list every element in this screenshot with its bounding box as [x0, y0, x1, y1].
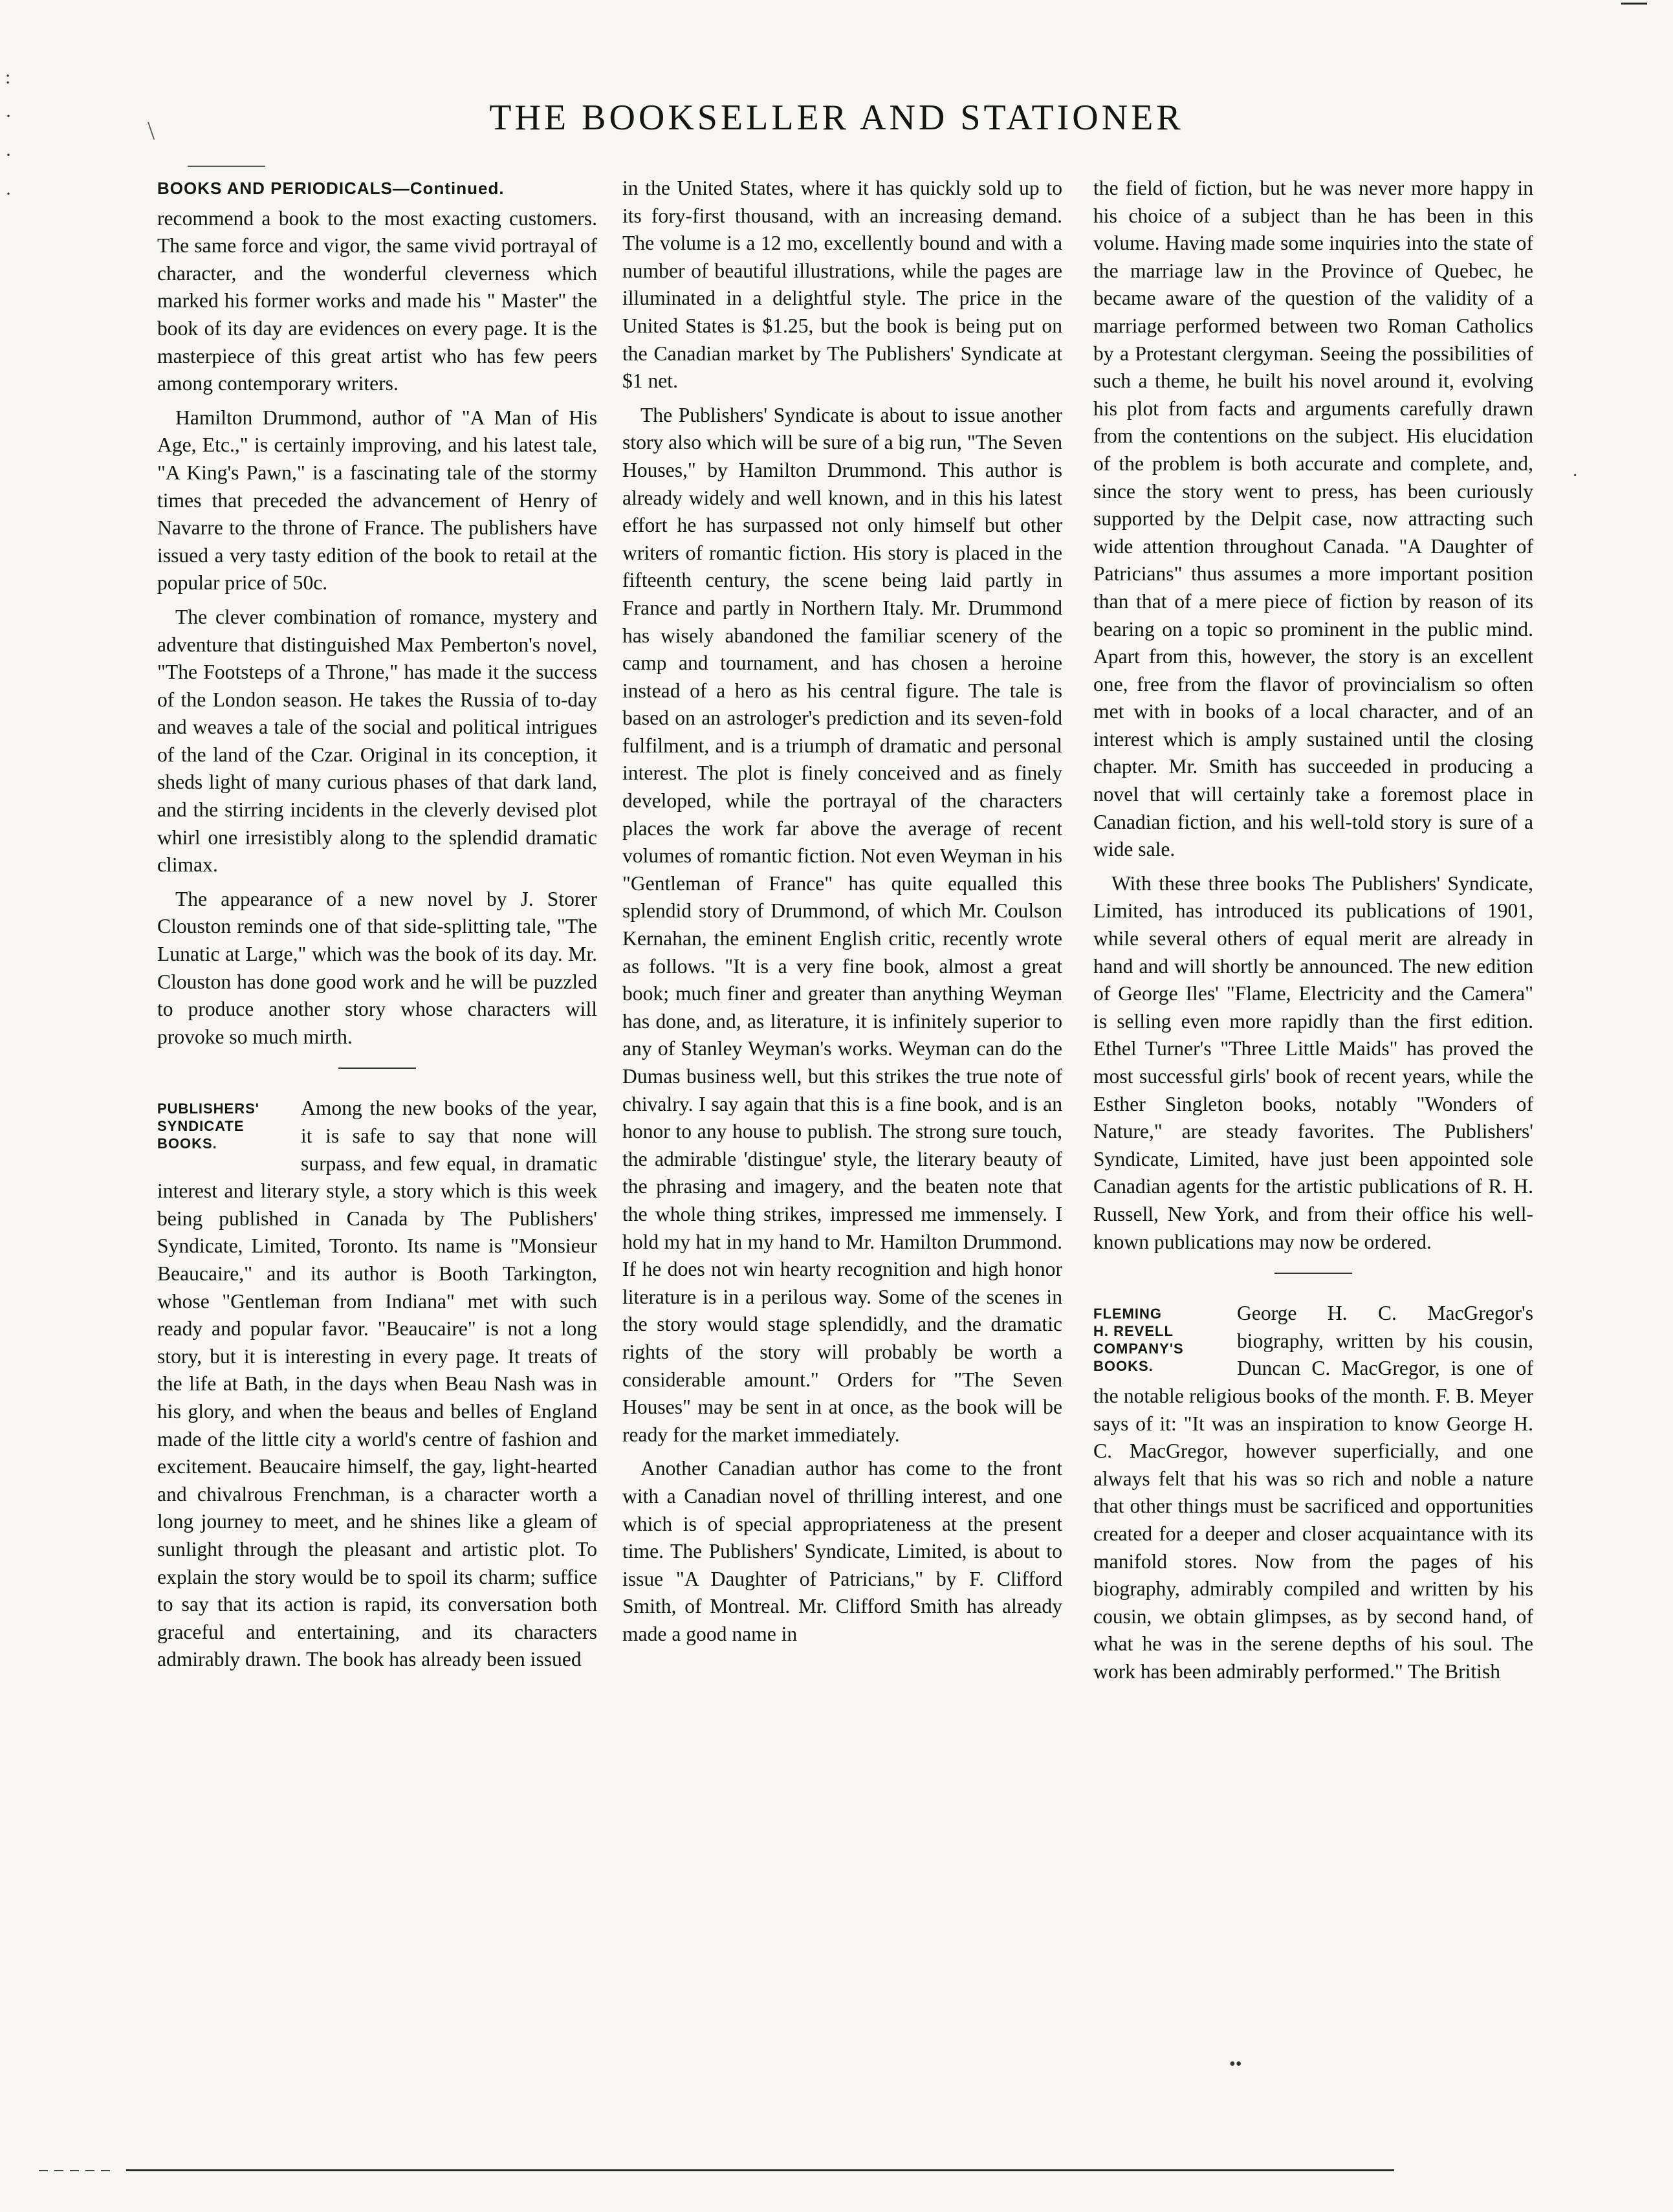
bottom-dashed-rule	[39, 2170, 116, 2171]
paragraph: the field of fiction, but he was never more happy in his choice of a subject than he has been in this volume. Having made some inquiries into the state of the marriage law in the Province of Quebec, he became aware of the question of the validity of a marriage performed between two Roman Catholics by a Protestant clergyman. Seeing the possibilities of such a theme, he built his novel around it, evolving his plot from facts and arguments carefully drawn from the contentions on the subject. His elucidation of the problem is both accurate and complete, and, since the story went to press, has been curiously supported by the Delpit case, now attracting such wide attention throughout Canada. "A Daughter of Patricians" thus assumes a more important position than that of a mere piece of fiction by reason of its bearing on a topic so prominent in the public mind. Apart from this, however, the story is an excellent one, free from the flavor of provincialism so often met with in books of a local character, and of an interest which is amply sustained until the closing chapter. Mr. Smith has succeeded in producing a novel that will certainly take a foremost place in Canadian fiction, and his well-told story is sure of a wide sale.	[1093, 177, 1533, 861]
paragraph: With these three books The Publishers' Syndicate, Limited, has introduced its publications of 1901, while several others of equal merit are already in hand and will shortly be announced. The new edition of George Iles' "Flame, Electricity and the Camera" is selling even more rapidly than the first edition. Ethel Turner's "Three Little Maids" has proved the most successful girls' book of recent years, while the Esther Singleton books, notably "Wonders of Nature," are steady favorites. The Publishers' Syndicate, Limited, have just been appointed sole Canadian agents for the artistic publications of R. H. Russell, New York, and from their office his well-known publications may now be ordered.	[1093, 871, 1533, 1253]
page-end-mark: ••	[1229, 2054, 1242, 2074]
column-2	[622, 175, 1062, 1654]
paragraph: The clever combination of romance, mystery and adventure that distinguished Max Pemberton's novel, "The Footsteps of a Throne," has made it the success of the London season. He takes the Russia of to-day and weaves a tale of the social and political intrigues of the land of the Czar. Original in its conception, it sheds light of many curious phases of that dark land, and the stirring incidents in the cleverly devised plot whirl one irresistibly along to the splendid dramatic climax.	[157, 605, 597, 877]
paragraph: The appearance of a new novel by J. Storer Clouston reminds one of that side-splitting tale, "The Lunatic at Large," which was the book of its day. Mr. Clouston has done good work and he will be puzzled to produce another story whose characters will provoke so much mirth.	[157, 887, 597, 1048]
paragraph: recommend a book to the most exacting customers. The same force and vigor, the same vivid portrayal of character, and the wonderful cleverness which marked his former works and made his " Master" the book of its day are evidences on every page. It is the masterpiece of this great artist who has few peers among contemporary writers.	[157, 206, 597, 395]
column-3	[1093, 175, 1533, 1692]
section-divider	[338, 1068, 416, 1069]
masthead-title: THE BOOKSELLER AND STATIONER	[489, 98, 1184, 138]
paragraph: Another Canadian author has come to the front with a Canadian novel of thrilling interest, and one which is of special appropriateness at the present time. The Publishers' Syndicate, Limited, is about to issue "A Daughter of Patricians," by F. Clifford Smith, of Montreal. Mr. Clifford Smith has already made a good name in	[622, 1457, 1062, 1645]
paragraph: George H. C. MacGregor's biography, written by his cousin, Duncan C. MacGregor, is one of the notable religious books of the month. F. B. Meyer says of it: "It was an inspiration to know George H. C. MacGregor, however superficially, and one always felt that his was so rich and noble a nature that other things must be sacrificed and opportunities created for a deeper and closer acquaintance with its manifold stores. Now from the pages of his biography, admirably compiled and written by his cousin, we obtain glimpses, as by second hand, of what he was in the serene depths of his soul. The work has been admirably performed." The British	[1093, 1302, 1533, 1683]
paragraph: Among the new books of the year, it is safe to say that none will surpass, and few equal, in dramatic interest and literary style, a story which is this week being published in Canada by The Publishers' Syndicate, Limited, Toronto. Its name is "Monsieur Beaucaire," and its author is Booth Tarkington, whose "Gentleman from Indiana" met with such ready and popular favor. "Beaucaire" is not a long story, but it is interesting in every page. It treats of the life at Bath, in the days when Beau Nash was in his glory, and when the beaus and belles of England made of the little city a world's centre of fashion and excitement. Beaucaire himself, the gay, light-hearted and chivalrous Frenchman, is a character worth a long journey to meet, and he shines like a gleam of sunlight through the pleasant and artistic plot. To explain the story would be to spoil its charm; suffice to say that its action is rapid, its conversation both graceful and entertaining, and its characters admirably drawn. The book has already been issued	[157, 1097, 597, 1671]
bottom-rule	[126, 2169, 1394, 2171]
margin-speck: ·	[1572, 466, 1579, 486]
paragraph: in the United States, where it has quickly sold up to its fory-first thousand, with an increasing demand. The volume is a 12 mo, excellently bound and with a number of beautiful illustrations, while the pages are illuminated in a delightful style. The price in the United States is $1.25, but the book is being put on the Canadian market by The Publishers' Syndicate at $1 net.	[622, 177, 1062, 393]
page-mark: \	[148, 116, 155, 145]
paragraph: Hamilton Drummond, author of "A Man of His Age, Etc.," is certainly improving, and his latest tale, "A King's Pawn," is a fascinating tale of the stormy times that preceded the advancement of Henry of Navarre to the throne of France. The publishers have issued a very tasty edition of the book to retail at the popular price of 50c.	[157, 406, 597, 595]
margin-specks: : · · ·	[5, 67, 12, 204]
side-heading-fleming-revell: FLEMING H. REVELL COMPANY'S BOOKS.	[1093, 1306, 1184, 1375]
corner-rule	[1621, 3, 1647, 5]
masthead-dash	[188, 166, 265, 167]
column-1	[157, 175, 597, 1680]
section-heading: BOOKS AND PERIODICALS—Continued.	[157, 179, 505, 198]
section-divider	[1274, 1273, 1352, 1274]
paragraph: The Publishers' Syndicate is about to issue another story also which will be sure of a big run, "The Seven Houses," by Hamilton Drummond. This author is already widely and well known, and in this his latest effort he has surpassed not only himself but other writers of romantic fiction. His story is placed in the fifteenth century, the scene being laid partly in France and partly in Northern Italy. Mr. Drummond has wisely abandoned the familiar scenery of the camp and tournament, and has chosen a heroine instead of a hero as his central figure. The tale is based on an astrologer's prediction and its seven-fold fulfilment, and is a triumph of dramatic and personal interest. The plot is finely conceived and as finely developed, while the portrayal of the characters places the work far above the average of recent volumes of romantic fiction. Not even Weyman in his "Gentleman of France" has quite equalled this splendid story of Drummond, of which Mr. Coulson Kernahan, the eminent English critic, recently wrote as follows. "It is a very fine book, almost a great book; much finer and greater than anything Weyman has done, and, as literature, it is infinitely superior to any of Stanley Weyman's works. Weyman can do the Dumas business well, but this strikes the true note of chivalry. I say again that this is a fine book, and is an honor to any house to publish. The strong sure touch, the admirable 'distingue' style, the literary beauty of the phrasing and imagery, and the beaten note that the whole thing strikes, impressed me immensely. I hold my hat in my hand to Mr. Hamilton Drummond. If he does not win hearty recognition and high honor literature is in a perilous way. Some of the scenes in the story would stage splendidly, and the dramatic rights of the story will probably be worth a considerable amount." Orders for "The Seven Houses" may be sent in at once, as the book will be ready for the market immediately.	[622, 403, 1062, 1446]
side-heading-publishers-syndicate: PUBLISHERS' SYNDICATE BOOKS.	[157, 1101, 260, 1152]
